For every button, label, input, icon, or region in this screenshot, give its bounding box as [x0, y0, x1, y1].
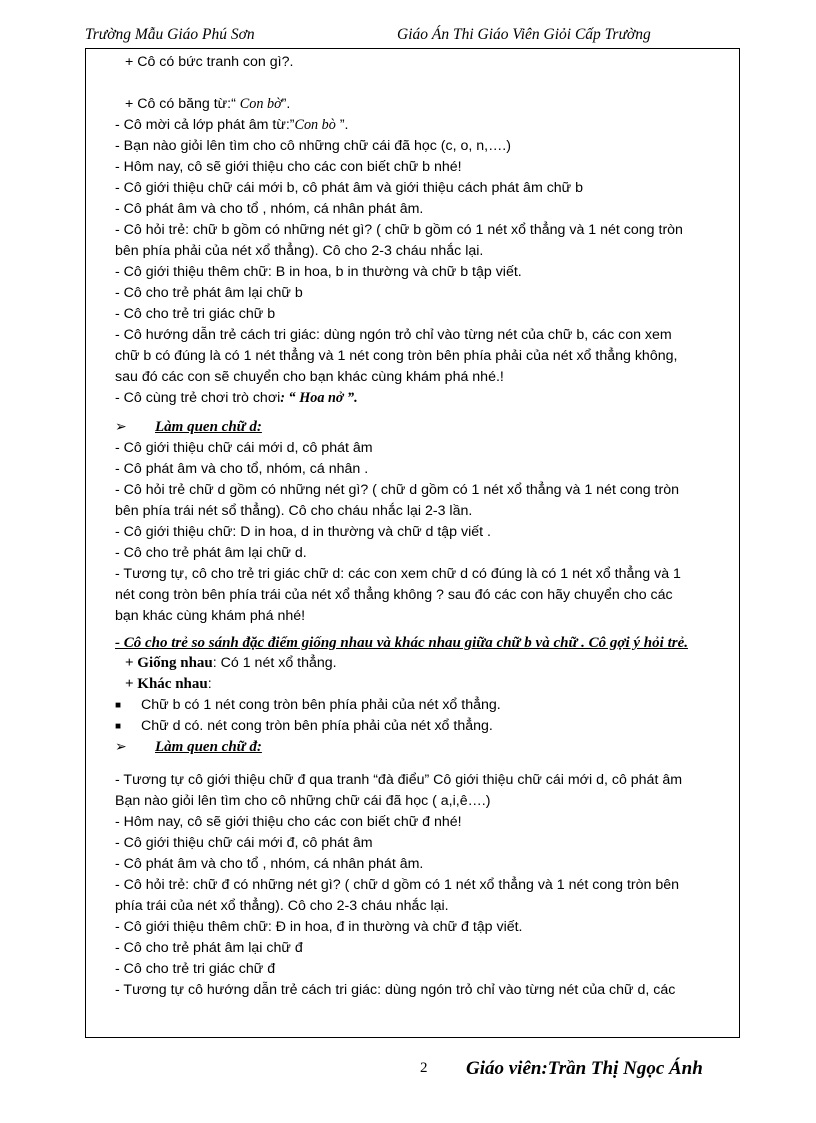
spacer — [115, 73, 741, 94]
text-line: - Cô phát âm và cho tổ, nhóm, cá nhân . — [115, 461, 369, 477]
text-line: + Cô có bức tranh con gì?. — [125, 54, 294, 70]
text-line: - Bạn nào giỏi lên tìm cho cô những chữ cái đã học (c, o, n,….) — [115, 138, 511, 154]
text-line: - Cô giới thiệu chữ cái mới b, cô phát âm và giới thiệu cách phát âm chữ b — [115, 180, 584, 196]
text-line: sau đó các con sẽ chuyển cho bạn khác cùng khám phá nhé.! — [115, 369, 504, 385]
text-line: - Cô cho trẻ tri giác chữ đ — [115, 961, 276, 977]
text-line: - Cô hỏi trẻ: chữ b gồm có những nét gì? ( chữ b gồm có 1 nét xổ thẳng và 1 nét cong tròn — [115, 222, 683, 238]
text-line: bạn khác cùng khám phá nhé! — [115, 608, 306, 624]
text-line: - Hôm nay, cô sẽ giới thiệu cho các con biết chữ b nhé! — [115, 159, 462, 175]
text-line: - Cô cho trẻ phát âm lại chữ b — [115, 285, 303, 301]
text-line: phía trái của nét xổ thẳng). Cô cho 2-3 cháu nhắc lại. — [115, 898, 449, 914]
spacer — [115, 758, 741, 770]
arrow-bullet-icon: ➢ — [115, 739, 127, 755]
square-bullet-icon: ■ — [115, 721, 122, 732]
text-line: + Khác nhau: — [125, 676, 212, 692]
text-line: bên phía trái nét sổ thẳng). Cô cho cháu nhắc lại 2-3 lần. — [115, 503, 473, 519]
text-line: - Cô hỏi trẻ: chữ đ có những nét gì? ( chữ d gồm có 1 nét xổ thẳng và 1 nét cong tròn bên — [115, 877, 680, 893]
list-item: ■ Chữ b có 1 nét cong tròn bên phía phải của nét xổ thẳng. — [115, 695, 741, 716]
comparison-heading: - Cô cho trẻ so sánh đặc điểm giống nhau và khác nhau giữa chữ b và chữ . Cô gợi ý hỏi trẻ. — [115, 635, 688, 651]
lesson-content — [115, 52, 741, 1001]
arrow-bullet-icon: ➢ — [115, 419, 127, 435]
text-line: - Cô cho trẻ phát âm lại chữ đ — [115, 940, 303, 956]
text-line: - Cô cùng trẻ chơi trò chơi: “ Hoa nở ”. — [115, 390, 358, 406]
square-bullet-icon: ■ — [115, 700, 122, 711]
text-line: - Cô phát âm và cho tổ , nhóm, cá nhân phát âm. — [115, 856, 424, 872]
text-line: - Cô hỏi trẻ chữ d gồm có những nét gì? ( chữ d gồm có 1 nét xổ thẳng và 1 nét cong tròn — [115, 482, 680, 498]
text-line: - Cô giới thiệu chữ cái mới đ, cô phát âm — [115, 835, 373, 851]
text-line: - Hôm nay, cô sẽ giới thiệu cho các con biết chữ đ nhé! — [115, 814, 462, 830]
text-line: - Cô giới thiệu thêm chữ: B in hoa, b in thường và chữ b tập viết. — [115, 264, 522, 280]
text-line: - Cô cho trẻ phát âm lại chữ d. — [115, 545, 307, 561]
text-line: - Cô giới thiệu thêm chữ: Đ in hoa, đ in thường và chữ đ tập viết. — [115, 919, 523, 935]
page-header — [85, 26, 740, 48]
text-line: - Tương tự cô hướng dẫn trẻ cách tri giác: dùng ngón trỏ chỉ vào từng nét của chữ d, các — [115, 982, 676, 998]
text-line: bên phía phải của nét xổ thẳng). Cô cho 2-3 cháu nhắc lại. — [115, 243, 484, 259]
text-line: chữ b có đúng là có 1 nét thẳng và 1 nét cong tròn bên phía phải của nét xổ thẳng không, — [115, 348, 678, 364]
section-heading-d: ➢ Làm quen chữ d: — [115, 417, 741, 438]
text-line: + Cô có băng từ:“ Con bờ”. — [125, 96, 291, 112]
text-line: - Tương tự, cô cho trẻ tri giác chữ d: các con xem chữ d có đúng là có 1 nét xổ thẳng và 1 — [115, 566, 681, 582]
text-line: - Cô giới thiệu chữ cái mới d, cô phát âm — [115, 440, 373, 456]
text-line: - Tương tự cô giới thiệu chữ đ qua tranh “đà điểu” Cô giới thiệu chữ cái mới d, cô phát âm — [115, 772, 683, 788]
school-name: Trường Mẫu Giáo Phú Sơn — [85, 26, 255, 43]
list-item: ■ Chữ d có. nét cong tròn bên phía phải của nét xổ thẳng. — [115, 716, 741, 737]
teacher-signature: Giáo viên:Trần Thị Ngọc Ánh — [466, 1058, 703, 1079]
text-line: Bạn nào giỏi lên tìm cho cô những chữ cái đã học ( a,i,ê….) — [115, 793, 491, 809]
page-number: 2 — [420, 1060, 428, 1076]
section-heading-dd: ➢ Làm quen chữ đ: — [115, 737, 741, 758]
text-line: - Cô mời cả lớp phát âm từ:”Con bò ”. — [115, 117, 349, 133]
text-line: - Cô hướng dẫn trẻ cách tri giác: dùng ngón trỏ chỉ vào từng nét của chữ b, các con xem — [115, 327, 672, 343]
text-line: nét cong tròn bên phía trái của nét xổ thẳng không ? sau đó các con hãy chuyển cho các — [115, 587, 673, 603]
text-line: + Giống nhau: Có 1 nét xổ thẳng. — [125, 655, 337, 671]
text-line: - Cô giới thiệu chữ: D in hoa, d in thường và chữ d tập viết . — [115, 524, 491, 540]
document-title: Giáo Án Thi Giáo Viên Giỏi Cấp Trường — [397, 26, 651, 43]
text-line: - Cô phát âm và cho tổ , nhóm, cá nhân phát âm. — [115, 201, 424, 217]
spacer — [115, 409, 741, 417]
text-line: - Cô cho trẻ tri giác chữ b — [115, 306, 276, 322]
